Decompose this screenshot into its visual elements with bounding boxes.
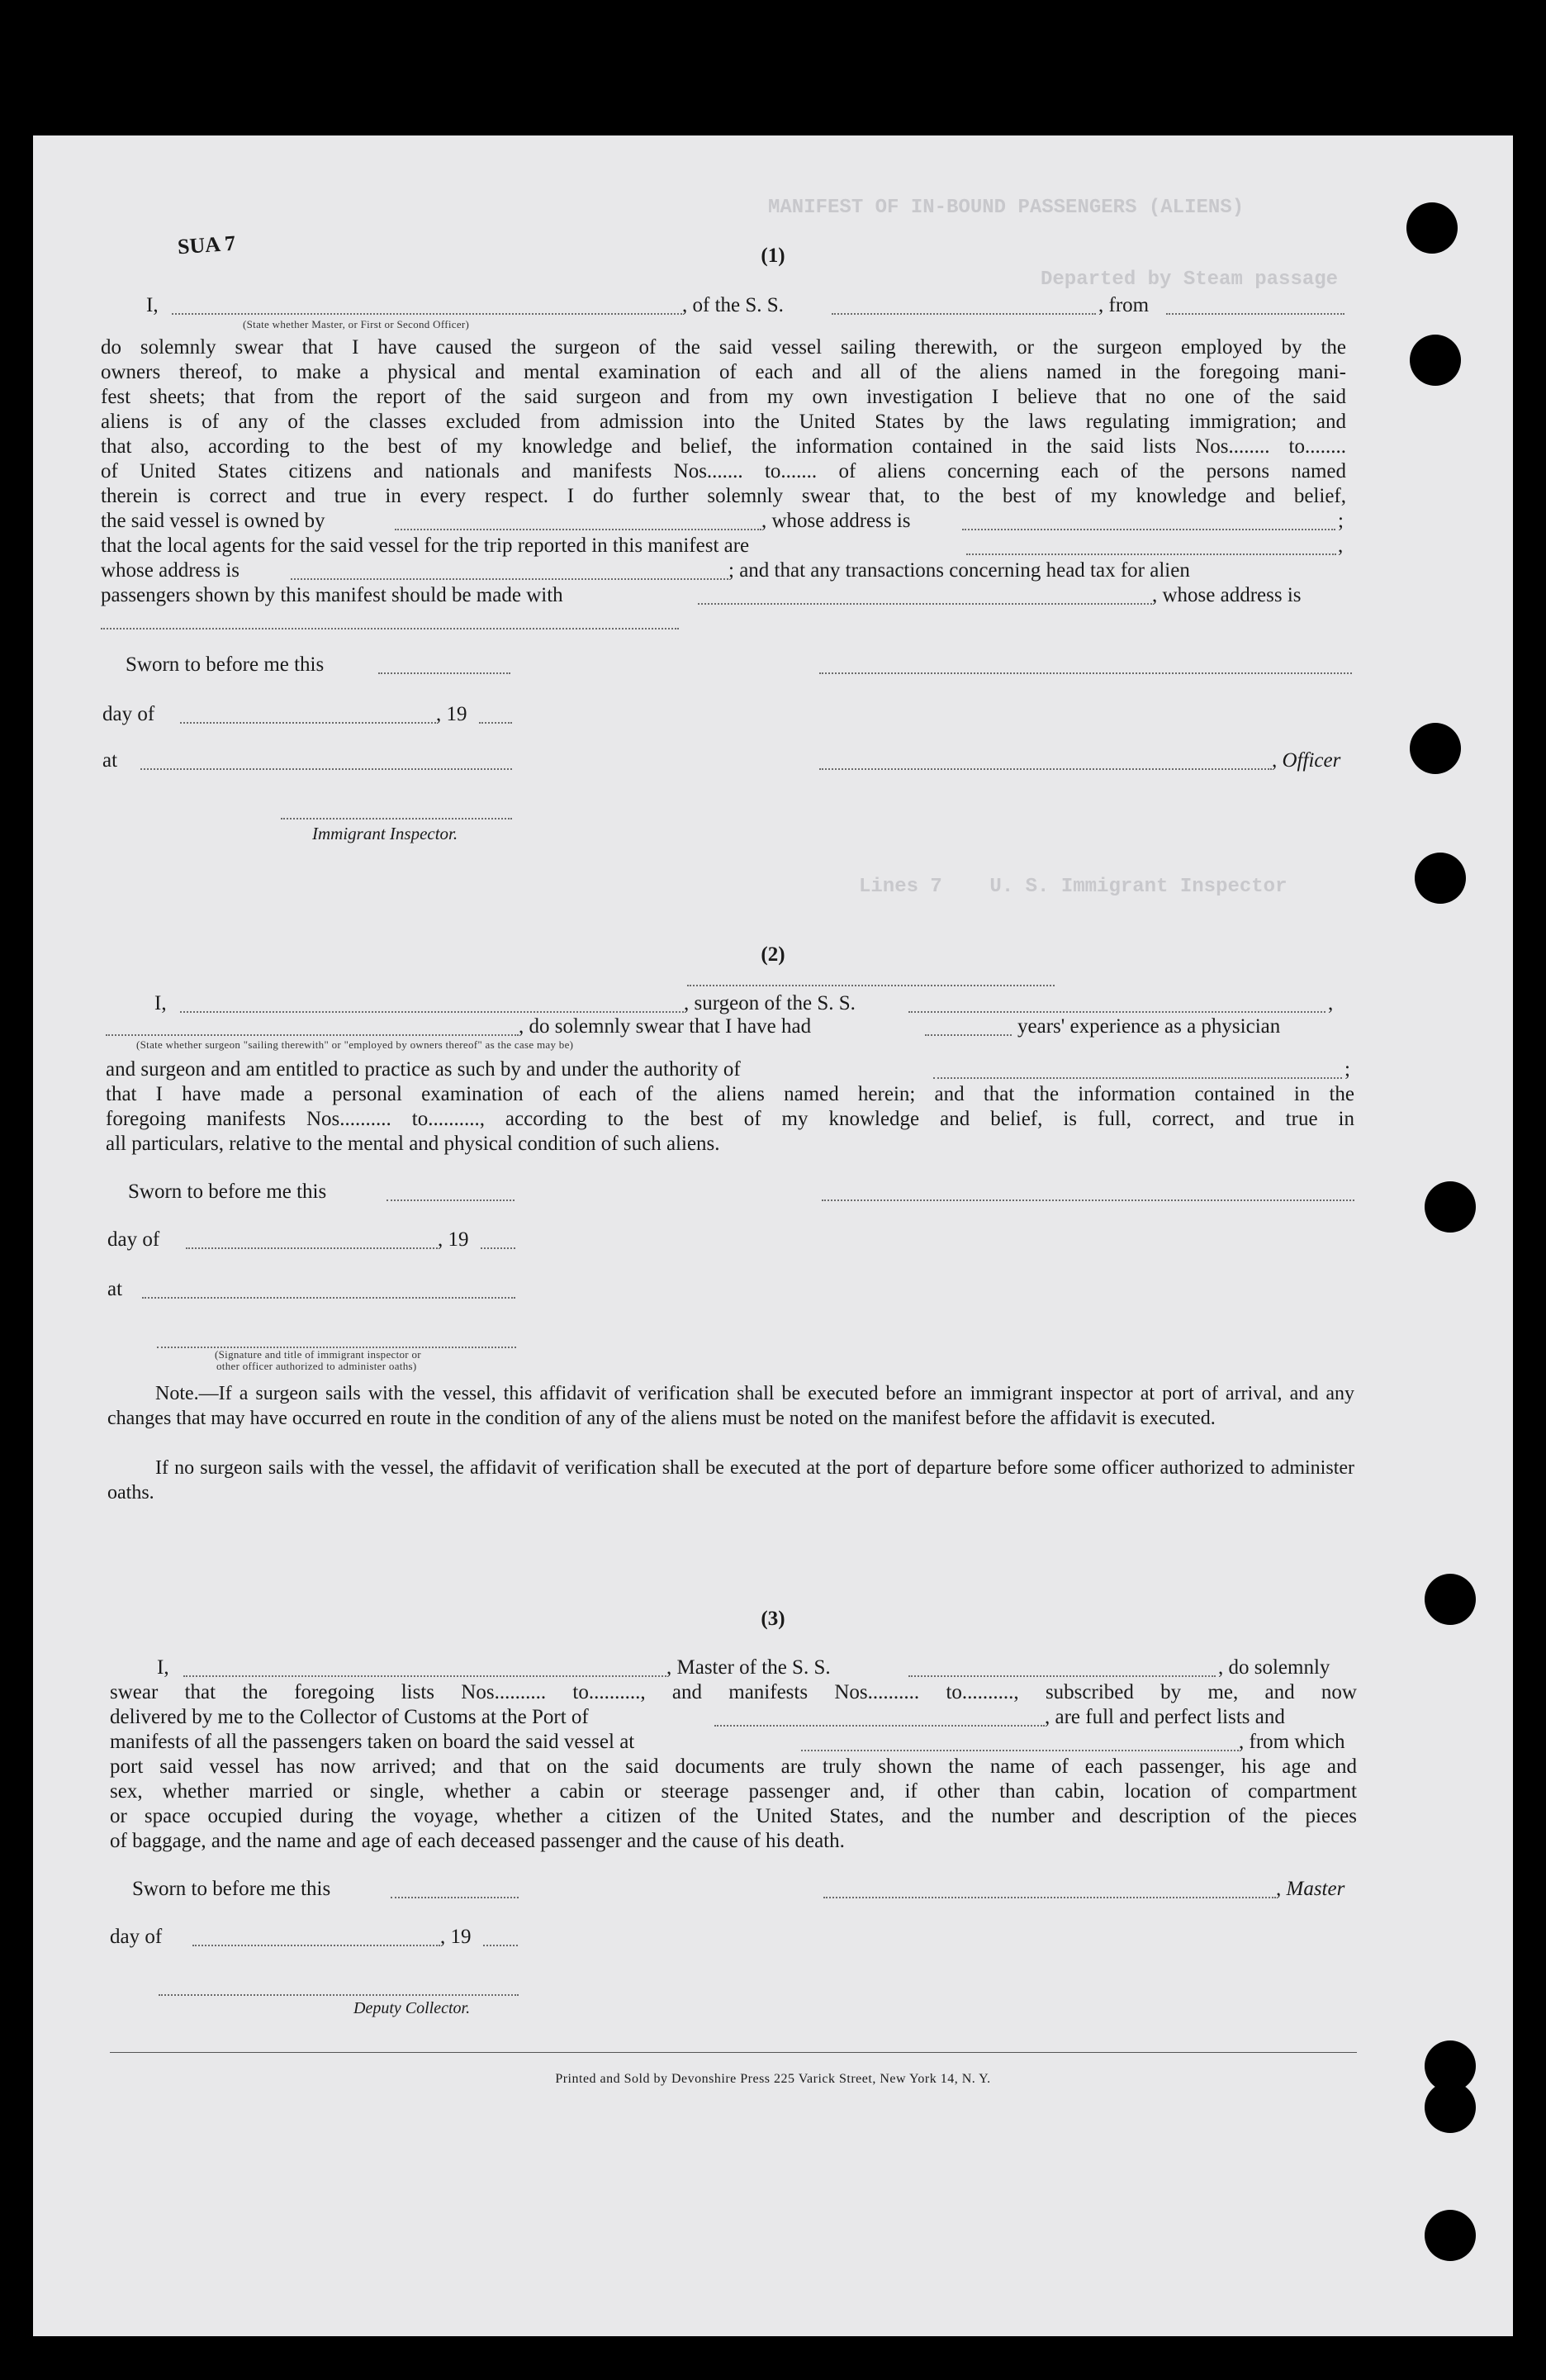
body-line: swear that the foregoing lists Nos.......... to.........., and manifests Nos.......... to.........., subscribed by me, and now	[110, 1681, 1357, 1703]
punch-hole	[1425, 2210, 1476, 2261]
body-line: do solemnly swear that I have caused the surgeon of the said vessel sailing therewith, or the surgeon employed by the	[101, 336, 1346, 359]
field-caption: (State whether surgeon "sailing therewith" or "employed by owners thereof" as the case may be)	[136, 1038, 574, 1051]
body-line: of baggage, and the name and age of each deceased passenger and the cause of his death.	[110, 1830, 845, 1852]
month-field[interactable]	[186, 1229, 438, 1249]
s1-text: passengers shown by this manifest should be made with	[101, 584, 563, 606]
year-label: , 19	[440, 1926, 472, 1948]
sworn-label: Sworn to before me this	[128, 1180, 327, 1203]
surgeon-signature-field[interactable]	[822, 1181, 1354, 1201]
authority-field[interactable]	[933, 1059, 1342, 1079]
s1-text: whose address is	[101, 559, 240, 582]
surgeon-name-field[interactable]	[180, 993, 684, 1013]
deputy-collector-label: Deputy Collector.	[353, 1999, 471, 2017]
punch-hole	[1415, 853, 1466, 904]
officer-rank-field[interactable]	[172, 295, 682, 315]
owner-field[interactable]	[395, 511, 761, 530]
s1-text: ,	[1338, 534, 1344, 557]
boarding-port-field[interactable]	[801, 1732, 1239, 1751]
s1-text: , whose address is	[1152, 584, 1302, 606]
body-line: sex, whether married or single, whether a cabin or steerage passenger and, if other than cabin, location of compartment	[110, 1780, 1357, 1803]
inspector-label: Immigrant Inspector.	[312, 824, 458, 843]
from-port-field[interactable]	[1166, 295, 1344, 315]
section-1-heading: (1)	[761, 245, 785, 267]
agents-address-field[interactable]	[291, 560, 728, 580]
day-of-label: day of	[110, 1926, 163, 1948]
body-line: all particulars, relative to the mental and physical condition of such aliens.	[106, 1133, 720, 1155]
printer-imprint: Printed and Sold by Devonshire Press 225 Varick Street, New York 14, N. Y.	[555, 2072, 991, 2086]
body-line: aliens is of any of the classes excluded from admission into the United States by the laws regulating immigration; and	[101, 411, 1346, 433]
s1-text: the said vessel is owned by	[101, 510, 325, 532]
s2-text: years' experience as a physician	[1017, 1015, 1281, 1038]
vessel-name-field[interactable]	[832, 295, 1096, 315]
place-field[interactable]	[142, 1279, 515, 1299]
s2-text: ,	[1328, 992, 1334, 1014]
body-line: port said vessel has now arrived; and that on the said documents are truly shown the name of each passenger, his age and	[110, 1755, 1357, 1778]
officer-signature-field[interactable]	[819, 654, 1352, 674]
years-experience-field[interactable]	[925, 1016, 1012, 1036]
inspector-signature-field[interactable]	[157, 1328, 516, 1348]
year-field[interactable]	[481, 1229, 515, 1249]
bleed-through-text: Lines 7 U. S. Immigrant Inspector	[859, 876, 1288, 898]
s3-text: I,	[157, 1656, 169, 1679]
footer-rule	[110, 2052, 1357, 2053]
s2-text: , do solemnly swear that I have had	[519, 1015, 812, 1038]
note-paragraph: If no surgeon sails with the vessel, the affidavit of verification shall be executed at the port of departure before some officer authorized to administer oaths.	[107, 1457, 1354, 1504]
month-field[interactable]	[180, 704, 436, 724]
collector-signature-field[interactable]	[159, 1976, 519, 1996]
body-line: foregoing manifests Nos.......... to.........., according to the best of my knowledge and belief, is full, correct, and true in	[106, 1108, 1354, 1130]
local-agents-field[interactable]	[966, 535, 1336, 555]
s3-text: , Master of the S. S.	[666, 1656, 831, 1679]
s1-text: , of the S. S.	[682, 294, 784, 316]
bleed-through-text: Departed by Steam passage	[1041, 268, 1339, 291]
port-field[interactable]	[714, 1707, 1045, 1727]
day-of-label: day of	[107, 1228, 160, 1251]
surgeon-status-field[interactable]	[106, 1016, 519, 1036]
s1-text: I,	[146, 294, 159, 316]
sworn-label: Sworn to before me this	[132, 1878, 331, 1900]
sworn-day-field[interactable]	[391, 1879, 519, 1898]
s1-text: that the local agents for the said vessel for the trip reported in this manifest are	[101, 534, 750, 557]
surgeon-name-extra-field[interactable]	[687, 967, 1055, 986]
punch-hole	[1425, 1181, 1476, 1233]
s3-text: manifests of all the passengers taken on board the said vessel at	[110, 1731, 635, 1753]
year-field[interactable]	[479, 704, 512, 724]
bleed-through-text: MANIFEST OF IN-BOUND PASSENGERS (ALIENS)	[768, 197, 1245, 219]
punch-hole	[1410, 335, 1461, 386]
inspector-signature-field[interactable]	[281, 800, 512, 819]
s2-text: ;	[1344, 1058, 1350, 1081]
master-signature-field[interactable]	[823, 1879, 1276, 1898]
body-line: therein is correct and true in every respect. I do further solemnly swear that, to the best of my knowledge and belief,	[101, 485, 1346, 507]
note-paragraph: Note.—If a surgeon sails with the vessel, this affidavit of verification shall be executed before an immigrant inspector at port of arrival, and any changes that may have occurred en route in the condition of any of the aliens must be noted on the manifest before the affidavit is executed.	[107, 1383, 1354, 1429]
s1-text: ;	[1338, 510, 1344, 532]
year-label: , 19	[438, 1228, 469, 1251]
at-label: at	[102, 749, 118, 772]
s3-vessel-field[interactable]	[908, 1657, 1216, 1677]
master-label: , Master	[1276, 1878, 1345, 1900]
section-3-heading: (3)	[761, 1608, 785, 1630]
at-label: at	[107, 1278, 123, 1300]
s2-text: I,	[154, 992, 167, 1014]
head-tax-party-field[interactable]	[698, 585, 1152, 605]
s3-text: , from which	[1239, 1731, 1345, 1753]
sworn-day-field[interactable]	[378, 654, 510, 674]
body-line: or space occupied during the voyage, whether a citizen of the United States, and the number and description of the pieces	[110, 1805, 1357, 1827]
s2-vessel-field[interactable]	[908, 993, 1325, 1013]
year-field[interactable]	[483, 1926, 518, 1946]
signature-caption: other officer authorized to administer oaths)	[216, 1360, 417, 1372]
field-caption: (State whether Master, or First or Second Officer)	[243, 318, 470, 330]
punch-hole	[1410, 723, 1461, 774]
body-line: fest sheets; that from the report of the said surgeon and from my own investigation I believe that no one of the said	[101, 386, 1346, 408]
officer-title-field[interactable]	[819, 750, 1272, 770]
s2-text: , surgeon of the S. S.	[684, 992, 856, 1014]
s3-text: , do solemnly	[1218, 1656, 1330, 1679]
s2-text: and surgeon and am entitled to practice as such by and under the authority of	[106, 1058, 741, 1081]
head-tax-address-field[interactable]	[101, 610, 679, 629]
month-field[interactable]	[192, 1926, 440, 1946]
sworn-label: Sworn to before me this	[126, 653, 325, 676]
section-2-heading: (2)	[761, 943, 785, 966]
s1-text: , whose address is	[761, 510, 911, 532]
body-line: that also, according to the best of my knowledge and belief, the information contained in the said lists Nos........ to........	[101, 435, 1346, 458]
s1-text: , from	[1098, 294, 1150, 316]
year-label: , 19	[436, 703, 467, 725]
body-line: owners thereof, to make a physical and mental examination of each and all of the aliens named in the foregoing mani-	[101, 361, 1346, 383]
place-field[interactable]	[140, 750, 512, 770]
s3-text: delivered by me to the Collector of Customs at the Port of	[110, 1706, 589, 1728]
body-line: that I have made a personal examination of each of the aliens named herein; and that the information contained in the	[106, 1083, 1354, 1105]
sworn-day-field[interactable]	[386, 1181, 515, 1201]
s3-text: , are full and perfect lists and	[1045, 1706, 1285, 1728]
day-of-label: day of	[102, 703, 155, 725]
officer-label: , Officer	[1272, 749, 1341, 772]
s1-text: ; and that any transactions concerning head tax for alien	[728, 559, 1190, 582]
body-line: of United States citizens and nationals and manifests Nos....... to....... of aliens concerning each of the persons named	[101, 460, 1346, 482]
signature-caption: (Signature and title of immigrant inspector or	[215, 1348, 421, 1361]
owner-address-field[interactable]	[962, 511, 1335, 530]
date-stamp: SUA 7	[177, 230, 236, 259]
master-name-field[interactable]	[183, 1657, 666, 1677]
